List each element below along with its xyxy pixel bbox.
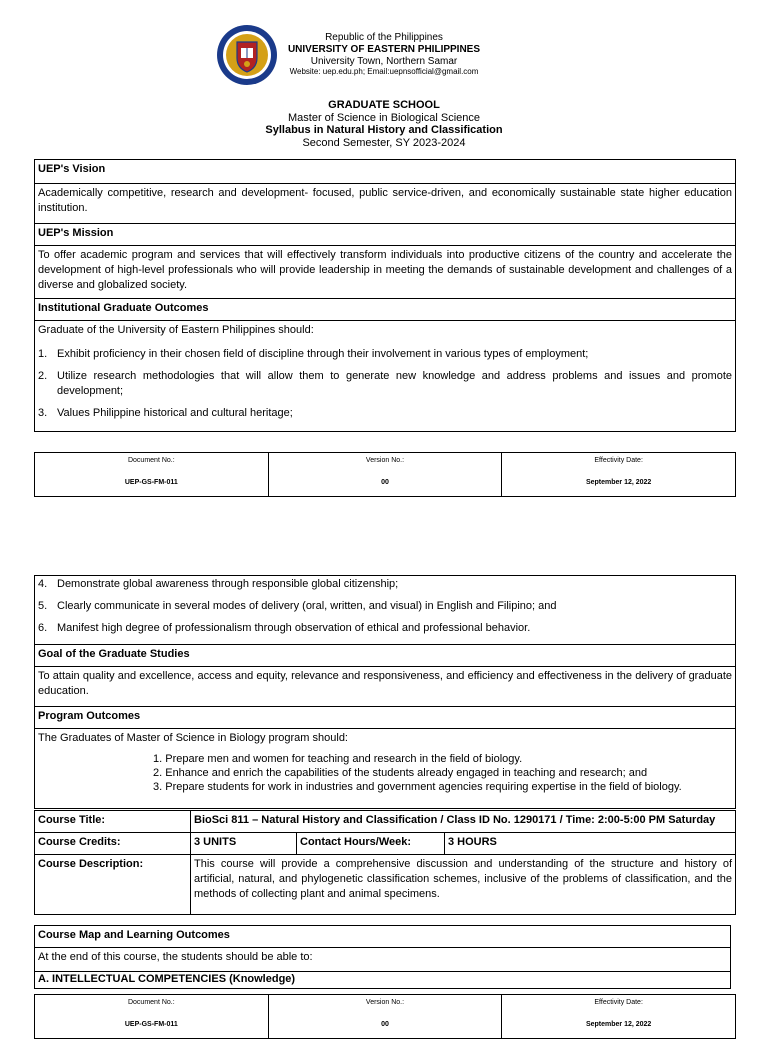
program-outcomes-list <box>35 729 736 809</box>
list-item: 2. Utilize research methodologies that will allow them to generate new knowledge and address problems and issues and promote development; <box>38 370 732 397</box>
program-outcomes-heading: Program Outcomes <box>35 707 736 729</box>
outcomes-heading: Institutional Graduate Outcomes <box>35 299 736 321</box>
university-name: UNIVERSITY OF EASTERN PHILIPPINES <box>287 44 481 55</box>
list-item: 3. Prepare students for work in industries and government agencies requiring expertise in the field of biology. <box>153 781 682 793</box>
syllabus-title-block <box>0 99 768 149</box>
university-contact: Website: uep.edu.ph; Email:uepnsofficial@gmail.com <box>289 67 479 76</box>
vision-mission-table <box>34 159 736 432</box>
effectivity-date-cell: Effectivity Date: September 12, 2022 <box>502 453 736 497</box>
university-header-text <box>284 32 484 77</box>
outcomes-intro: Graduate of the University of Eastern Philippines should: <box>38 324 314 336</box>
semester: Second Semester, SY 2023-2024 <box>302 136 466 149</box>
program-name: Master of Science in Biological Science <box>288 111 480 124</box>
goal-heading: Goal of the Graduate Studies <box>35 645 736 667</box>
course-map-intro: At the end of this course, the students should be able to: <box>35 948 731 972</box>
course-title-value: BioSci 811 – Natural History and Classification / Class ID No. 1290171 / Time: 2:00-5:00 PM Saturday <box>191 811 736 833</box>
effectivity-date-cell: Effectivity Date: September 12, 2022 <box>502 995 736 1039</box>
document-number-cell: Document No.: UEP-GS-FM-011 <box>35 453 269 497</box>
list-item: 6. Manifest high degree of professionalism through observation of ethical and professional behavior. <box>38 622 531 634</box>
school-name: GRADUATE SCHOOL <box>328 99 440 111</box>
vision-heading: UEP's Vision <box>35 160 736 184</box>
version-number-cell: Version No.: 00 <box>268 995 502 1039</box>
syllabus-title: Syllabus in Natural History and Classification <box>265 124 503 136</box>
credits-value: 3 UNITS <box>191 833 297 855</box>
republic-line: Republic of the Philippines <box>325 32 443 43</box>
university-seal-icon <box>216 24 278 86</box>
document-footer <box>34 452 736 497</box>
credits-label: Course Credits: <box>35 833 191 855</box>
program-outcomes-intro: The Graduates of Master of Science in Biology program should: <box>38 732 348 744</box>
document-footer <box>34 994 736 1039</box>
list-item: 5. Clearly communicate in several modes of delivery (oral, written, and visual) in English and Filipino; and <box>38 600 557 612</box>
university-location: University Town, Northern Samar <box>310 56 458 67</box>
list-item: 4. Demonstrate global awareness through responsible global citizenship; <box>38 578 399 590</box>
list-item: 3. Values Philippine historical and cultural heritage; <box>38 407 293 419</box>
description-value: This course will provide a comprehensive discussion and understanding of the structure and history of artificial, natural, and phylogenetic classification schemes, inclusive of the problems of classification, and the methods of collecting plant and animal specimens. <box>191 855 736 915</box>
hours-label: Contact Hours/Week: <box>297 833 445 855</box>
course-map-table <box>34 925 731 989</box>
course-map-heading: Course Map and Learning Outcomes <box>35 926 731 948</box>
mission-heading: UEP's Mission <box>35 224 736 246</box>
course-info-table <box>34 810 736 915</box>
outcomes-list <box>35 321 736 432</box>
vision-text: Academically competitive, research and development- focused, public service-driven, and economically sustainable state higher education institution. <box>35 184 736 224</box>
hours-value: 3 HOURS <box>445 833 736 855</box>
document-number-cell: Document No.: UEP-GS-FM-011 <box>35 995 269 1039</box>
list-item: 1. Exhibit proficiency in their chosen field of discipline through their involvement in various types of employment; <box>38 348 589 360</box>
description-label: Course Description: <box>35 855 191 915</box>
course-title-label: Course Title: <box>35 811 191 833</box>
version-number-cell: Version No.: 00 <box>268 453 502 497</box>
list-item: 2. Enhance and enrich the capabilities of the students already engaged in teaching and research; and <box>153 767 648 779</box>
goal-text: To attain quality and excellence, access and equity, relevance and responsiveness, and efficiency and effectiveness in the delivery of graduate education. <box>35 667 736 707</box>
outcomes-list-continued <box>35 576 736 645</box>
competency-heading: A. INTELLECTUAL COMPETENCIES (Knowledge) <box>35 972 731 989</box>
mission-text: To offer academic program and services that will effectively transform individuals into productive citizens of the country and accelerate the development of high-level professionals who will provide leadership in meeting the demands of sustainable development and challenges of a diverse and globalized society. <box>35 246 736 299</box>
list-item: 1. Prepare men and women for teaching and research in the field of biology. <box>153 753 523 765</box>
program-outcomes-table <box>34 575 736 809</box>
